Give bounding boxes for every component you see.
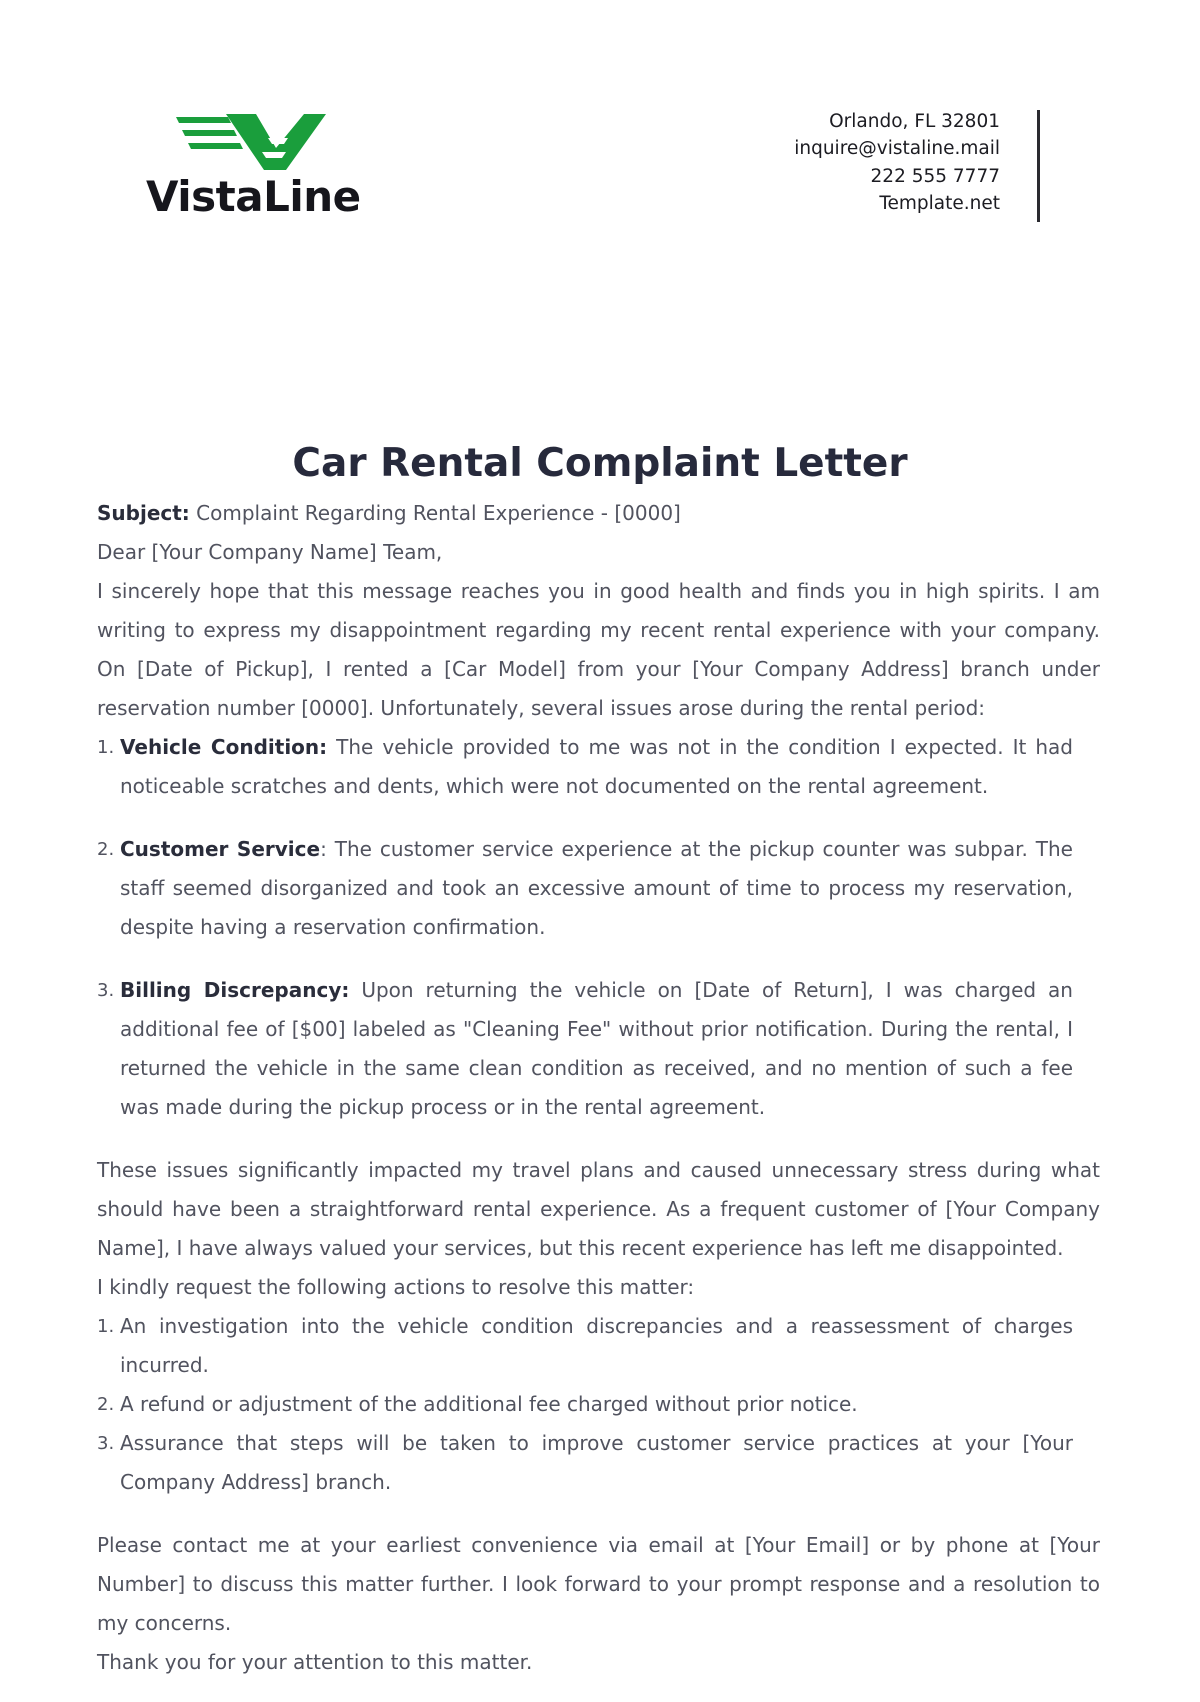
list-number: 1. [97, 737, 115, 758]
contact-email[interactable]: inquire@vistaline.mail [794, 138, 1000, 160]
intro-paragraph: I sincerely hope that this message reaches you in good health and finds you in high spirits. I am writing to express my disappointment regarding my recent rental experience with your company. On [Date of Pickup], I rented a [Car Model] from your [Your Company Address] branch under reservation number [0000]. Unfortunately, several issues arose during the rental period: [97, 579, 1100, 720]
issue-label: Billing Discrepancy: [120, 978, 350, 1002]
issue-text: Upon returning the vehicle on [Date of Return], I was charged an additional fee of [$00] labeled as "Cleaning Fee" without prior notification. During the rental, I returned the vehicle in the same clean condition as received, and no mention of such a fee was made during the pickup process or in the rental agreement. [120, 978, 1073, 1119]
list-number: 3. [97, 980, 115, 1001]
request-intro: I kindly request the following actions to resolve this matter: [97, 1275, 695, 1299]
list-number: 2. [97, 839, 115, 860]
contact-address: Orlando, FL 32801 [829, 111, 1000, 132]
request-text: An investigation into the vehicle condition discrepancies and a reassessment of charges incurred. [120, 1314, 1073, 1377]
company-logo [146, 114, 361, 224]
issue-label: Customer Service [120, 837, 321, 861]
list-item [97, 1424, 1100, 1502]
list-item [97, 728, 1100, 806]
issues-list [97, 728, 1100, 1127]
subject-line [97, 494, 1100, 533]
contact-phone: 222 555 7777 [870, 165, 1000, 187]
logo-wordmark: VistaLine [146, 172, 361, 221]
vistaline-v-logo-icon [176, 114, 326, 170]
request-text: Assurance that steps will be taken to improve customer service practices at your [Your Company Address] branch. [120, 1431, 1073, 1494]
request-text: A refund or adjustment of the additional fee charged without prior notice. [120, 1392, 858, 1416]
contact-paragraph: Please contact me at your earliest convenience via email at [Your Email] or by phone at [Your Number] to discuss this matter further. I look forward to your prompt response and a resolution to my concerns. [97, 1533, 1100, 1635]
thanks-line: Thank you for your attention to this matter. [97, 1650, 533, 1674]
impact-paragraph: These issues significantly impacted my travel plans and caused unnecessary stress during what should have been a straightforward rental experience. As a frequent customer of [Your Company Name], I have always valued your services, but this recent experience has left me disappointed. [97, 1158, 1100, 1260]
list-number: 1. [97, 1316, 115, 1337]
list-number: 2. [97, 1394, 115, 1415]
subject-label: Subject: [97, 501, 190, 525]
requests-list [97, 1307, 1100, 1502]
contact-block [794, 108, 1000, 217]
subject-text: Complaint Regarding Rental Experience - [0000] [189, 501, 681, 525]
letter-body [97, 494, 1100, 1682]
greeting: Dear [Your Company Name] Team, [97, 540, 443, 564]
list-item [97, 1307, 1100, 1385]
issue-text: The vehicle provided to me was not in the condition I expected. It had noticeable scratches and dents, which were not documented on the rental agreement. [120, 735, 1073, 798]
issue-text: : The customer service experience at the pickup counter was subpar. The staff seemed disorganized and took an excessive amount of time to process my reservation, despite having a reservation confirmation. [120, 837, 1073, 939]
contact-divider [1037, 110, 1040, 222]
letter-title: Car Rental Complaint Letter [292, 441, 908, 486]
list-item [97, 971, 1100, 1127]
list-number: 3. [97, 1433, 115, 1454]
contact-website[interactable]: Template.net [879, 192, 1000, 214]
list-item [97, 1385, 1100, 1424]
list-item [97, 830, 1100, 947]
issue-label: Vehicle Condition: [120, 735, 328, 759]
